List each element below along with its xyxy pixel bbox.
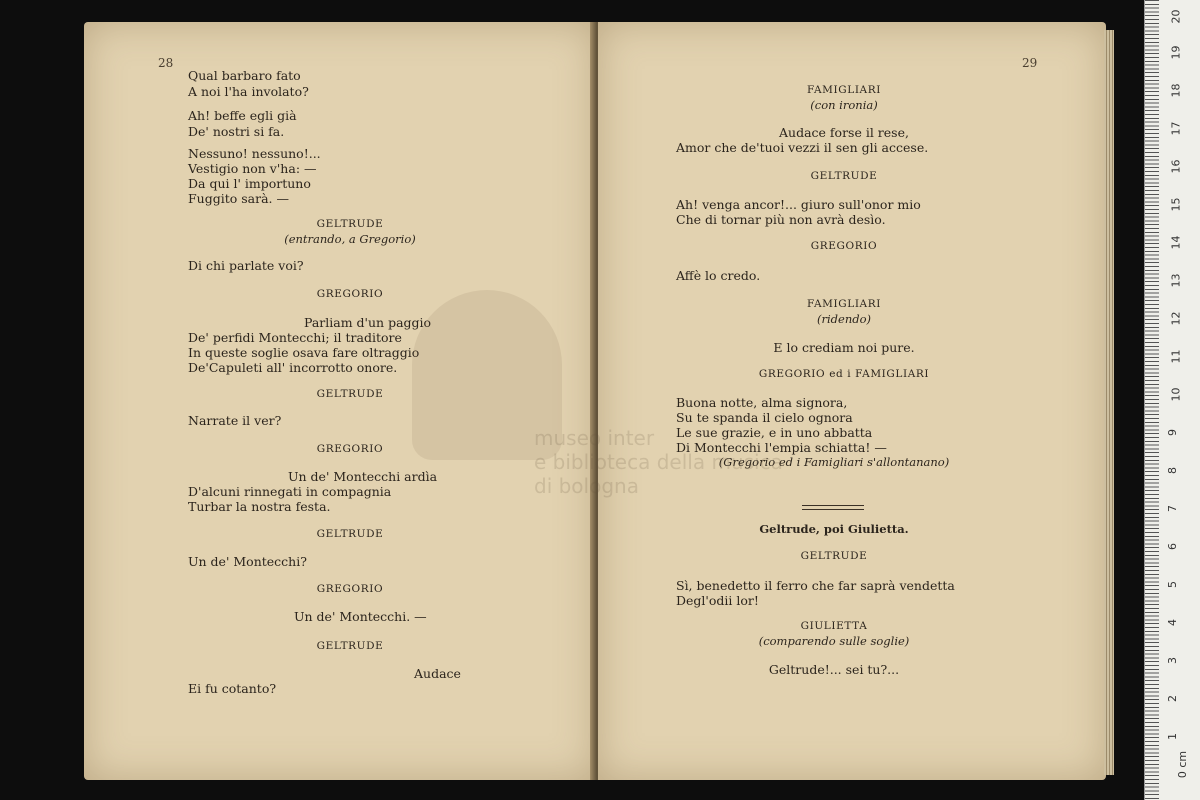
speaker-name: GELTRUDE bbox=[316, 528, 384, 540]
ruler-number: 12 bbox=[1169, 311, 1183, 326]
watermark-text: museo inter bbox=[534, 426, 655, 450]
ruler-unit-label: 0 cm bbox=[1176, 750, 1190, 779]
verse-line: A noi l'ha involato? bbox=[188, 84, 309, 99]
verse-line: Buona notte, alma signora, bbox=[676, 395, 848, 410]
speaker-name: GELTRUDE bbox=[316, 388, 384, 400]
dialogue-line: Sì, benedetto il ferro che far saprà vendetta bbox=[676, 578, 955, 593]
ruler-number: 8 bbox=[1166, 467, 1179, 474]
dialogue-line: Audace bbox=[414, 666, 461, 681]
stage-direction: (Gregorio ed i Famigliari s'allontanano) bbox=[718, 455, 950, 469]
verse-line: Ah! beffe egli già bbox=[188, 108, 297, 123]
ruler-number: 19 bbox=[1169, 45, 1183, 60]
scene-heading: Geltrude, poi Giulietta. bbox=[759, 522, 909, 536]
speaker-name: GELTRUDE bbox=[810, 170, 878, 182]
page-number-right: 29 bbox=[1022, 56, 1038, 70]
dialogue-line: De' perfidi Montecchi; il traditore bbox=[188, 330, 402, 345]
page-edges bbox=[1104, 30, 1114, 775]
dialogue-line: In queste soglie osava fare oltraggio bbox=[188, 345, 420, 360]
speaker-name: GREGORIO bbox=[316, 583, 384, 595]
dialogue-line: Parliam d'un paggio bbox=[304, 315, 432, 330]
ruler-number: 4 bbox=[1166, 619, 1179, 626]
verse-line: De' nostri si fa. bbox=[188, 124, 285, 139]
speaker-name: GREGORIO bbox=[316, 443, 384, 455]
speaker-name: GELTRUDE bbox=[800, 550, 868, 562]
verse-line: Fuggito sarà. — bbox=[188, 191, 289, 206]
measurement-ruler bbox=[1144, 0, 1200, 800]
ruler-number: 10 bbox=[1169, 387, 1183, 402]
dialogue-line: Affè lo credo. bbox=[676, 268, 761, 283]
dialogue-line: Turbar la nostra festa. bbox=[188, 499, 331, 514]
stage-direction: (ridendo) bbox=[816, 312, 872, 326]
ruler-number: 18 bbox=[1169, 83, 1183, 98]
stage-direction: (entrando, a Gregorio) bbox=[284, 232, 416, 246]
ruler-number: 5 bbox=[1166, 581, 1179, 588]
verse-line: Su te spanda il cielo ognora bbox=[676, 410, 853, 425]
speaker-name: GREGORIO bbox=[316, 288, 384, 300]
right-page bbox=[598, 22, 1106, 780]
ruler-number: 9 bbox=[1166, 429, 1179, 436]
dialogue-line: Ah! venga ancor!... giuro sull'onor mio bbox=[676, 197, 921, 212]
ruler-number: 13 bbox=[1169, 273, 1183, 288]
dialogue-line: Ei fu cotanto? bbox=[188, 681, 277, 696]
dialogue-line: E lo crediam noi pure. bbox=[773, 340, 915, 355]
dialogue-line: Geltrude!... sei tu?... bbox=[768, 662, 900, 677]
dialogue-line: Amor che de'tuoi vezzi il sen gli accese. bbox=[676, 140, 929, 155]
dialogue-line: Un de' Montecchi? bbox=[188, 554, 307, 569]
dialogue-line: Di chi parlate voi? bbox=[188, 258, 304, 273]
watermark-text: di bologna bbox=[534, 474, 639, 498]
ruler-number: 17 bbox=[1169, 121, 1183, 136]
dialogue-line: De'Capuleti all' incorrotto onore. bbox=[188, 360, 398, 375]
stage-direction: (con ironia) bbox=[810, 98, 878, 112]
stage-direction: (comparendo sulle soglie) bbox=[758, 634, 910, 648]
speaker-name: GREGORIO bbox=[810, 240, 878, 252]
speaker-name: GELTRUDE bbox=[316, 218, 384, 230]
verse-line: Qual barbaro fato bbox=[188, 68, 301, 83]
dialogue-line: Un de' Montecchi. — bbox=[294, 609, 427, 624]
speaker-name: FAMIGLIARI bbox=[807, 298, 881, 310]
ruler-number: 3 bbox=[1166, 657, 1179, 664]
ruler-number: 11 bbox=[1169, 349, 1183, 364]
ruler-number: 2 bbox=[1166, 695, 1179, 702]
ruler-number: 6 bbox=[1166, 543, 1179, 550]
section-divider bbox=[802, 505, 864, 510]
ruler-number: 14 bbox=[1169, 235, 1183, 250]
dialogue-line: Audace forse il rese, bbox=[779, 125, 909, 140]
speaker-name: GREGORIO ed i FAMIGLIARI bbox=[758, 368, 930, 380]
ruler-number: 7 bbox=[1166, 505, 1179, 512]
dialogue-line: Un de' Montecchi ardìa bbox=[288, 469, 438, 484]
dialogue-line: Che di tornar più non avrà desìo. bbox=[676, 212, 886, 227]
verse-line: Nessuno! nessuno!... bbox=[188, 146, 321, 161]
dialogue-line: D'alcuni rinnegati in compagnia bbox=[188, 484, 392, 499]
speaker-name: GIULIETTA bbox=[800, 620, 868, 632]
ruler-number: 15 bbox=[1169, 197, 1183, 212]
page-number-left: 28 bbox=[158, 56, 174, 70]
verse-line: Le sue grazie, e in uno abbatta bbox=[676, 425, 873, 440]
verse-line: Vestigio non v'ha: — bbox=[188, 161, 317, 176]
ruler-number: 16 bbox=[1169, 159, 1183, 174]
watermark-text: e biblioteca della musica bbox=[534, 450, 783, 474]
ruler-number: 20 bbox=[1169, 9, 1183, 24]
dialogue-line: Narrate il ver? bbox=[188, 413, 282, 428]
dialogue-line: Degl'odii lor! bbox=[676, 593, 759, 608]
ruler-ticks bbox=[1145, 0, 1159, 800]
speaker-name: FAMIGLIARI bbox=[807, 84, 881, 96]
verse-line: Da qui l' importuno bbox=[188, 176, 311, 191]
verse-line: Di Montecchi l'empia schiatta! — bbox=[676, 440, 887, 455]
speaker-name: GELTRUDE bbox=[316, 640, 384, 652]
ruler-number: 1 bbox=[1166, 733, 1179, 740]
